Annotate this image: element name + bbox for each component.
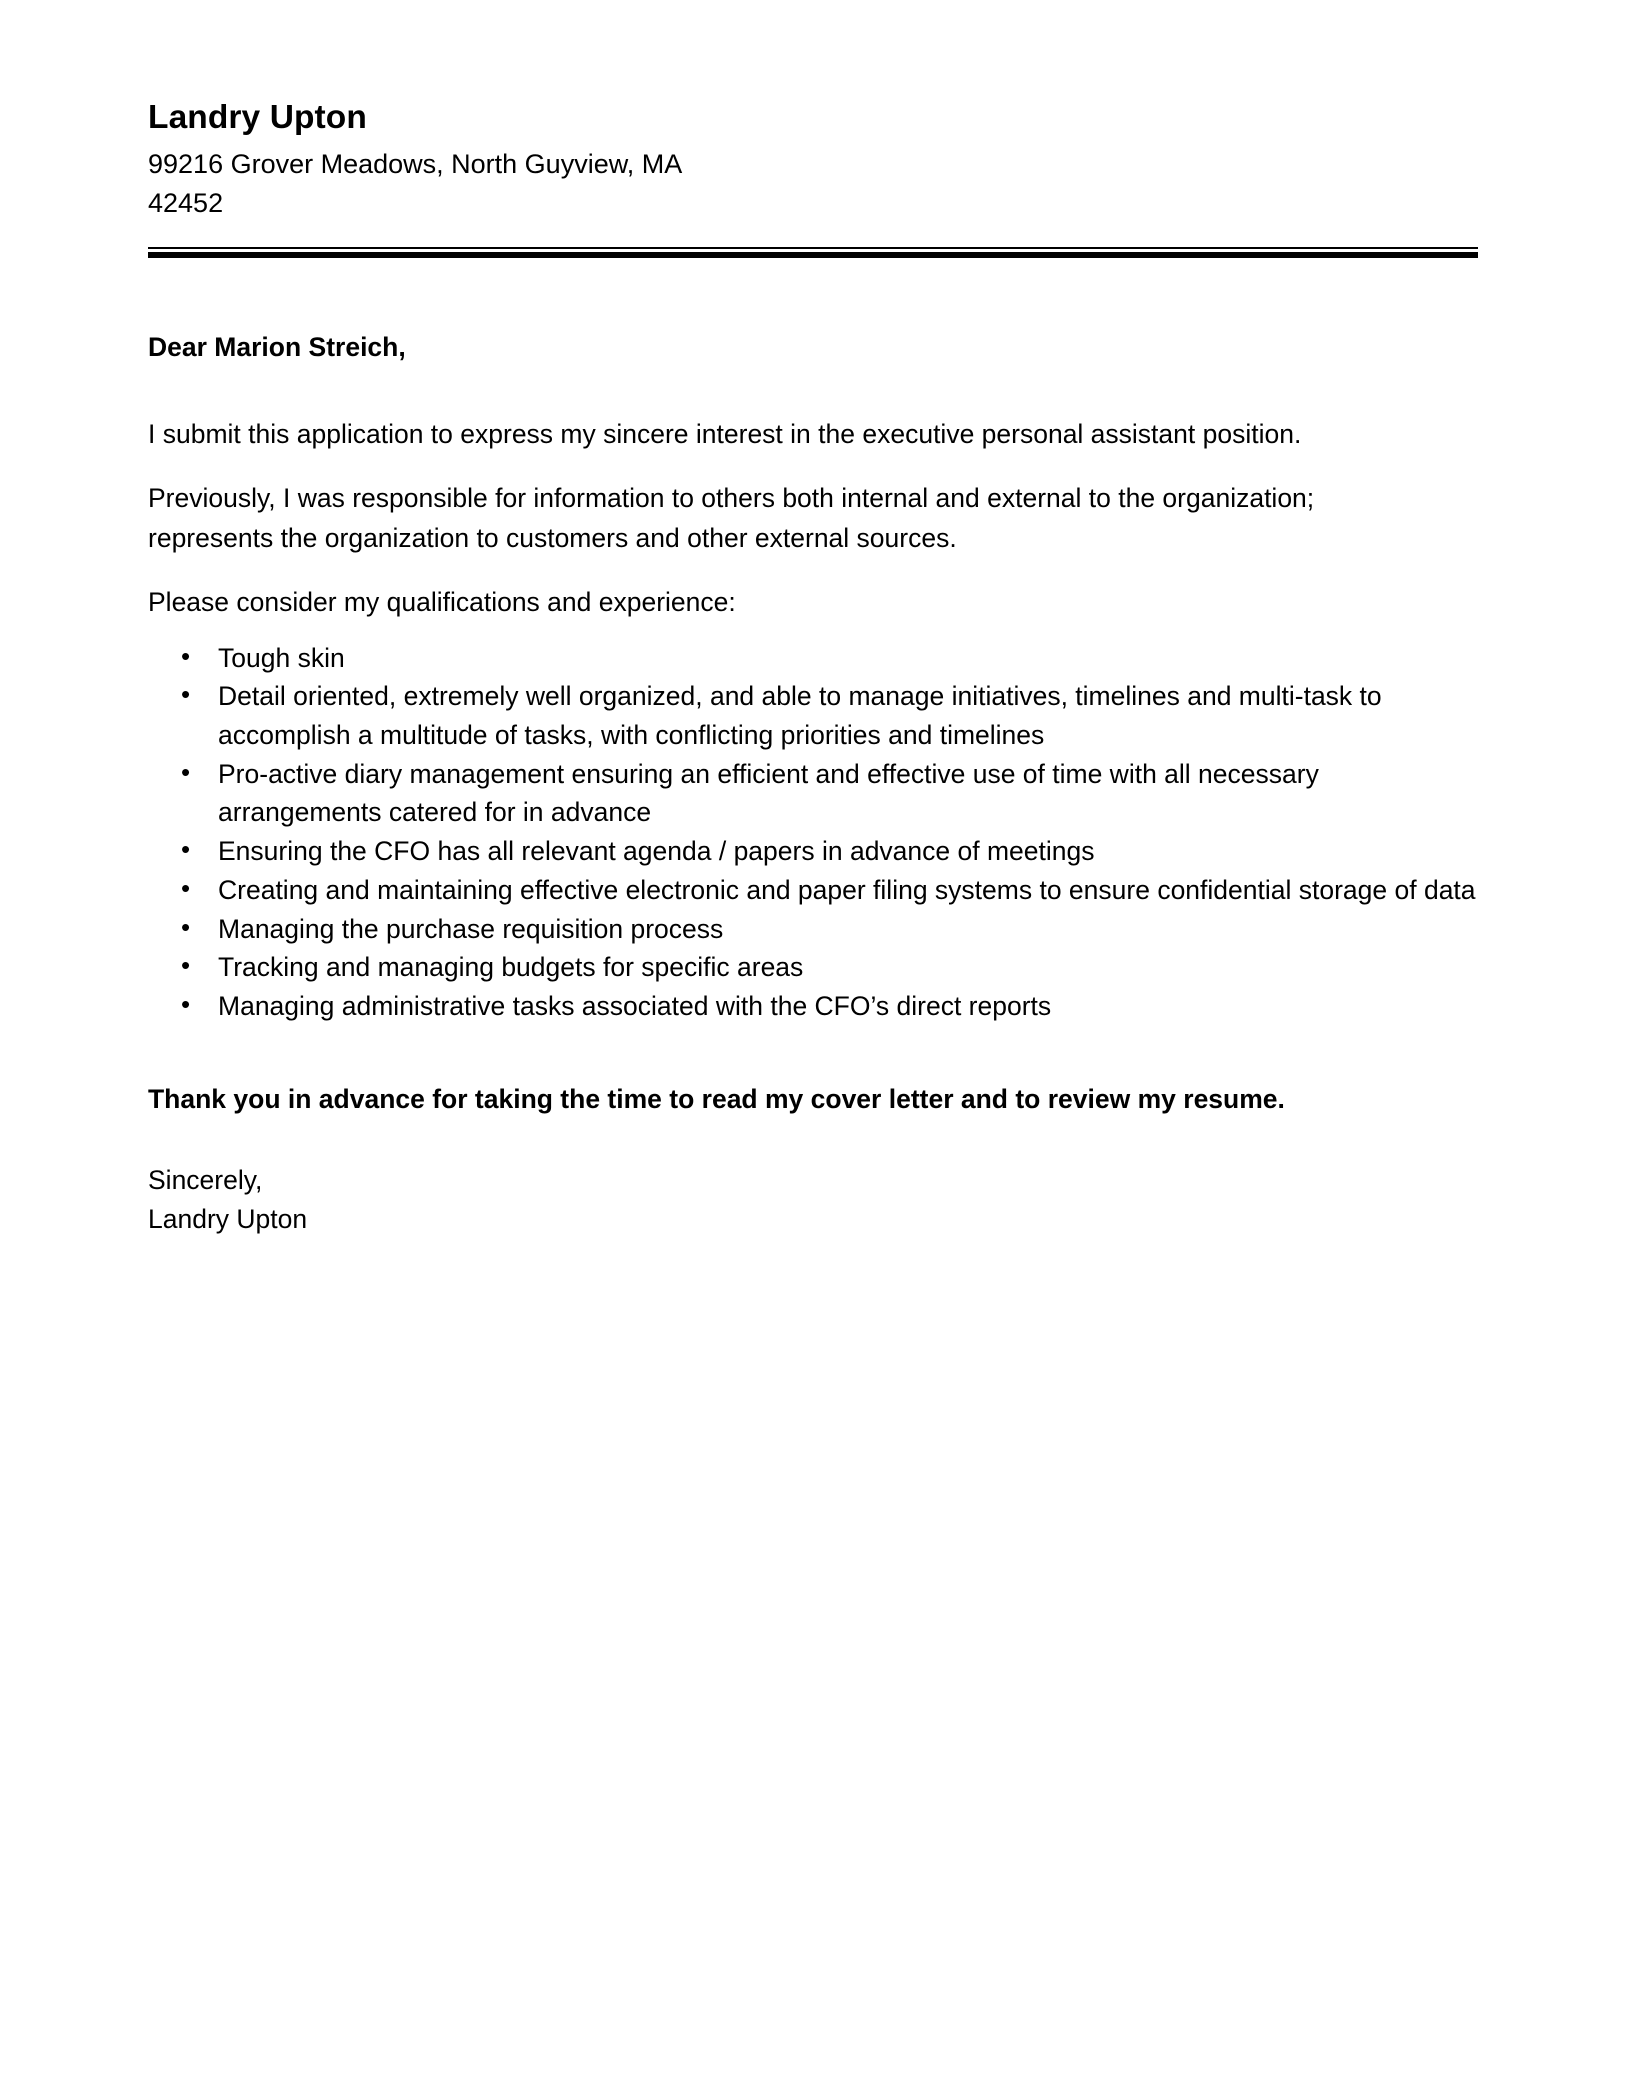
list-item: • Ensuring the CFO has all relevant agenda / papers in advance of meetings [171, 832, 1482, 871]
letter-content [148, 96, 1482, 1239]
letterhead-divider [148, 247, 1478, 258]
list-item: • Tough skin [171, 639, 1482, 678]
list-item: • Tracking and managing budgets for specific areas [171, 948, 1482, 987]
list-item: • Managing the purchase requisition process [171, 910, 1482, 949]
letterhead [148, 96, 1482, 258]
list-item: • Detail oriented, extremely well organized, and able to manage initiatives, timelines and multi-task to accomplish a multitude of tasks, with conflicting priorities and timelines [171, 677, 1482, 754]
qualifications-lead-in: Please consider my qualifications and experience: [148, 587, 736, 618]
divider-thin-line [148, 247, 1478, 249]
salutation: Dear Marion Streich, [148, 331, 406, 362]
divider-thick-line [148, 252, 1478, 258]
list-item: • Managing administrative tasks associated with the CFO’s direct reports [171, 987, 1482, 1026]
signature-name: Landry Upton [148, 1204, 308, 1235]
sender-name: Landry Upton [148, 99, 367, 136]
sender-address-line-2: 42452 [148, 188, 224, 219]
list-item: • Pro-active diary management ensuring an efficient and effective use of time with all necessary arrangements catered for in advance [171, 755, 1482, 832]
sender-address-line-1: 99216 Grover Meadows, North Guyview, MA [148, 148, 683, 179]
body-paragraph-1: I submit this application to express my sincere interest in the executive personal assistant position. [148, 418, 1302, 449]
qualifications-list [148, 639, 1482, 1026]
body-paragraph-2: Previously, I was responsible for information to others both internal and external to the organization; represents the organization to customers and other external sources. [148, 482, 1315, 554]
closing-thanks: Thank you in advance for taking the time to read my cover letter and to review my resume. [148, 1083, 1285, 1114]
list-item: • Creating and maintaining effective electronic and paper filing systems to ensure confidential storage of data [171, 871, 1482, 910]
letter-body [148, 328, 1482, 1239]
signoff: Sincerely, [148, 1165, 263, 1196]
